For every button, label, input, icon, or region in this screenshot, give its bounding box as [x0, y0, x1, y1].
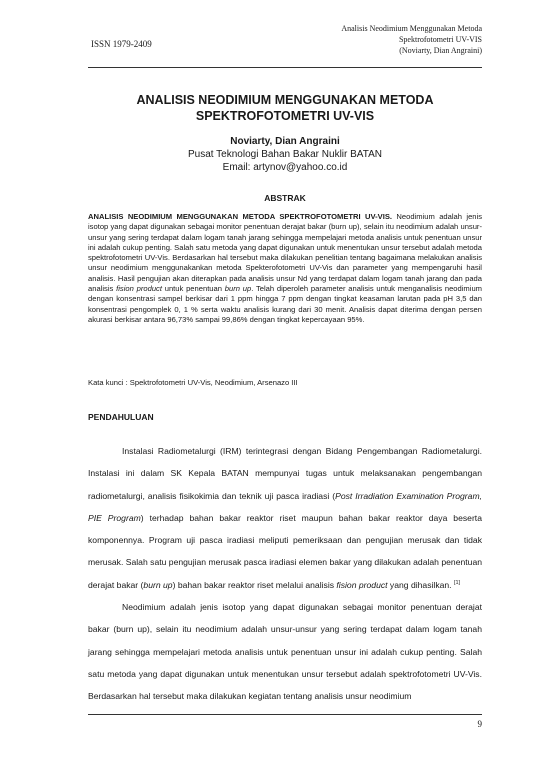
abstract-text-1: Neodimium adalah jenis isotop yang dapat digunakan sebagai monitor penentuan derajat bakar (burn up), selain itu neodimium adalah unsur-unsur yang sering terdapat dalam logam tanah jarang sehingga mempelajari metoda analisis untuk penentuan unsur ini adalah cukup penting. Salah satu metoda yang dapat digunakan untuk menentukan unsur tersebut adalah metoda spektrofotometri UV-Vis. Berdasarkan hal tersebut maka dilakukan penelitian tentang bagaimana melakukan analisis unsur neodimium menggunakankan metoda Spekterofotometri UV-Vis dan parameter yang mempengaruhi hasil analisis. Hasil pengujian akan diterapkan pada analisis unsur Nd yang terdapat dalam logam tanah jarang dan pada analisis [88, 212, 483, 294]
section-body [88, 440, 482, 708]
p1-text-c: ) bahan bakar reaktor riset melalui analisis [172, 579, 337, 590]
section-heading: PENDAHULUAN [88, 412, 154, 422]
title-line2: SPEKTROFOTOMETRI UV-VIS [195, 109, 375, 123]
abstract-heading: ABSTRAK [264, 193, 306, 203]
running-title-line1: Analisis Neodimium Menggunakan Metoda [341, 24, 482, 33]
abstract-italic-2: burn up [224, 284, 252, 294]
abstract-text-3: . Telah diperoleh parameter analisis untuk menganalisis neodimium dengan konsentrasi sampel berkisar dari 1 ppm hingga 7 ppm dengan tingkat keasaman larutan pada pH 3,5 dan konsentrasi pengomplek 0, 1 % serta waktu analisis kurang dari 30 menit. Analisis dapat diterima dengan persen akurasi berkisar antara 96,73% sampai 99,86% dengan tingkat kepercayaan 95%. [88, 284, 482, 324]
running-authors: (Noviarty, Dian Angraini) [399, 46, 482, 55]
paper-title [88, 92, 482, 124]
paragraph-2: Neodimium adalah jenis isotop yang dapat digunakan sebagai monitor penentuan derajat bakar (burn up), selain itu neodimium adalah unsur-unsur yang sering terdapat dalam logam tanah jarang sehingga mempelajari metoda analisis untuk penentuan unsur ini adalah cukup penting. Salah satu metoda yang dapat digunakan untuk menentukan unsur tersebut adalah spektrofotometri UV-Vis. Berdasarkan hal tersebut maka dilakukan kegiatan tentang analisis unsur neodimium [88, 602, 482, 702]
running-header [282, 23, 482, 56]
title-line1: ANALISIS NEODIMIUM MENGGUNAKAN METODA [136, 93, 434, 107]
footer-divider [88, 714, 482, 715]
p1-text-a: Instalasi Radiometalurgi (IRM) terintegrasi dengan Bidang Pengembangan Radiometalurgi. Instalasi ini dalam SK Kepala BATAN mempunyai tugas untuk melaksanakan pengembangan radiometalurgi, analisis fisikokimia dan teknik uji pasca iradiasi ( [88, 446, 482, 501]
abstract-italic-1: fision product [116, 284, 162, 294]
header-divider [88, 67, 482, 68]
author-email: Email: artynov@yahoo.co.id [222, 162, 348, 173]
paragraph-1 [88, 440, 482, 596]
p1-text-d: yang dihasilkan. [387, 579, 454, 590]
abstract-body [88, 212, 482, 325]
author-names: Noviarty, Dian Angraini [230, 136, 340, 147]
p1-italic-3: fision product [336, 579, 388, 590]
citation-ref: [1] [453, 579, 461, 586]
p1-italic-1: Post Irradiation Examination Program, PIE Program [88, 490, 482, 523]
abstract-lead: ANALISIS NEODIMIUM MENGGUNAKAN METODA SPEKTROFOTOMETRI UV-VIS. [88, 212, 393, 221]
keywords: Kata kunci : Spektrofotometri UV-Vis, Neodimium, Arsenazo III [88, 378, 298, 387]
p1-italic-2: burn up [143, 579, 173, 590]
issn-label: ISSN 1979-2409 [91, 39, 152, 49]
abstract-text-2: untuk penentuan [161, 284, 225, 294]
page-number: 9 [477, 719, 482, 729]
p1-text-b: ) terhadap bahan bakar reaktor riset maupun bahan bakar reaktor daya beserta komponennya. Program uji pasca iradiasi meliputi pemeriksaan dan pengujian merusak dan tidak merusak. Salah satu pengujian merusak pasca iradiasi elemen bakar yang dilakukan adalah penentuan derajat bakar ( [88, 512, 482, 590]
affiliation: Pusat Teknologi Bahan Bakar Nuklir BATAN [188, 149, 382, 160]
running-title-line2: Spektrofotometri UV-VIS [398, 35, 482, 44]
